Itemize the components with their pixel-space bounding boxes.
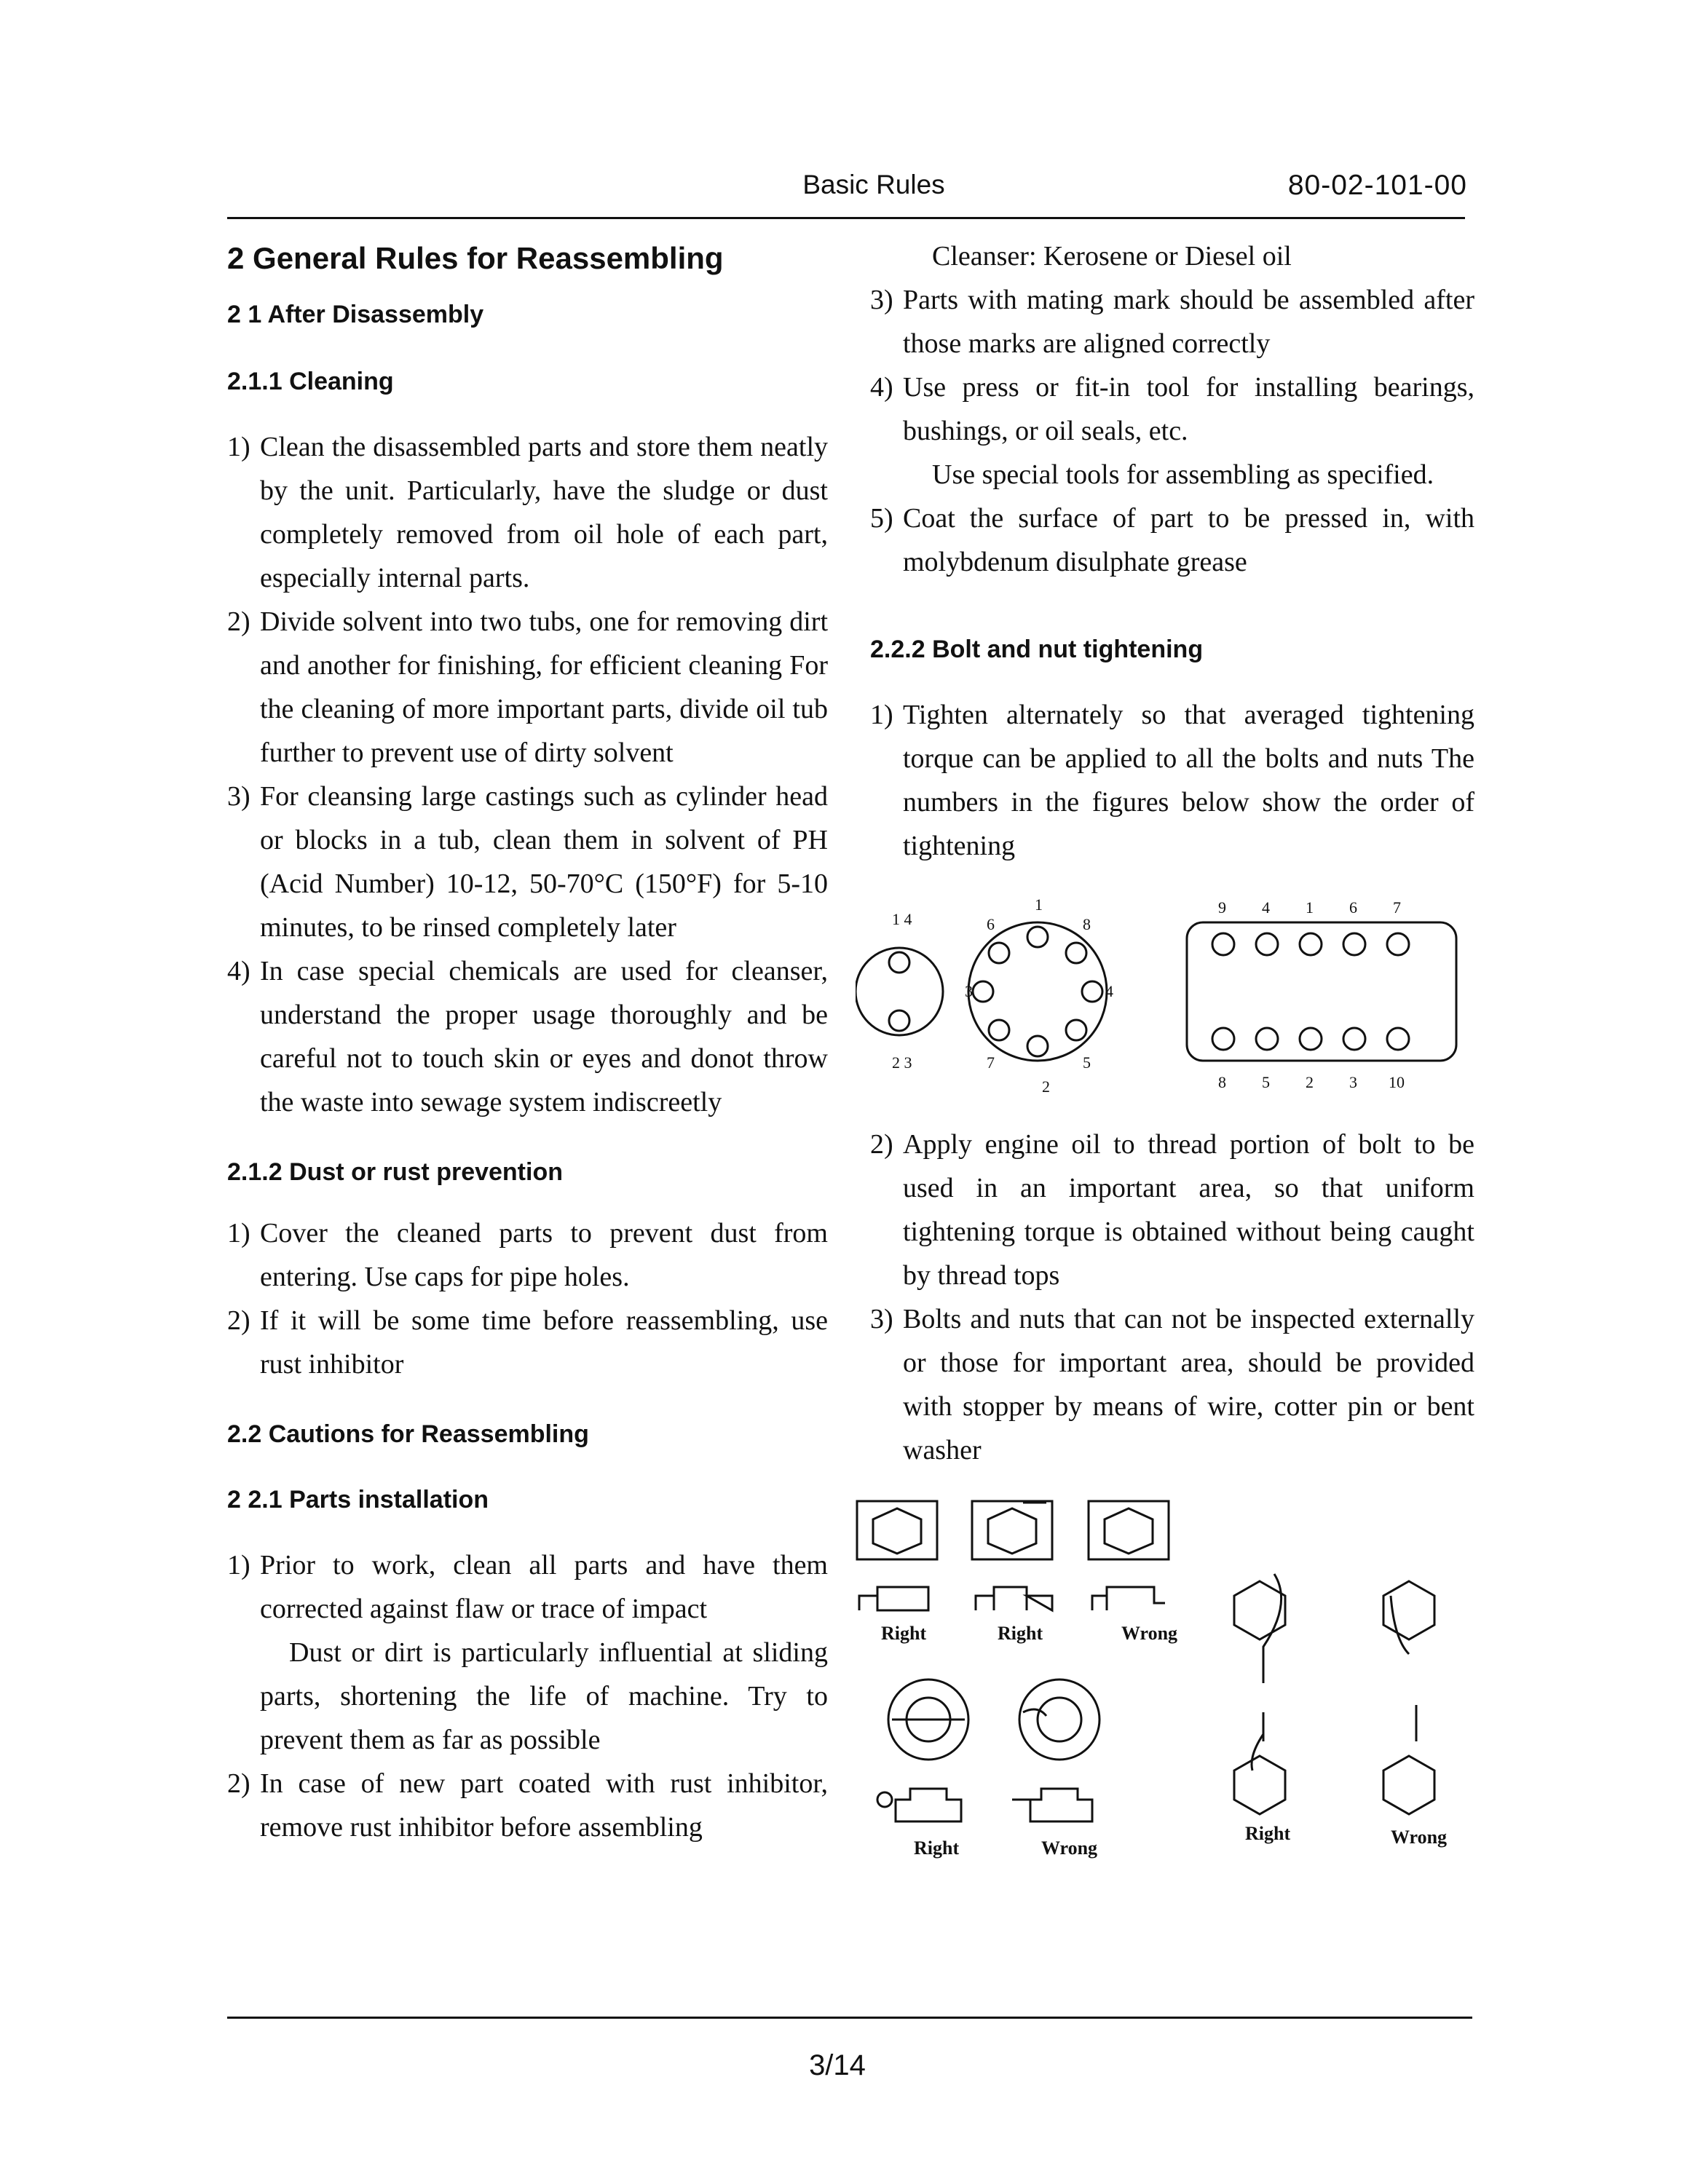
item-text: Cover the cleaned parts to prevent dust from entering. Use caps for pipe holes. [260, 1218, 828, 1292]
footer-rule [227, 2017, 1472, 2019]
bolt-hole [1256, 933, 1278, 955]
washer-top-view [857, 1501, 937, 1559]
order-label: 6 [1349, 898, 1357, 917]
cleaning-item [227, 949, 828, 1124]
bolt-hole [989, 943, 1009, 963]
heading-cautions: 2.2 Cautions for Reassembling [227, 1420, 589, 1448]
bolt-hole [1256, 1028, 1278, 1050]
heading-bolt-tightening: 2.2.2 Bolt and nut tightening [870, 636, 1204, 663]
tightening-order-figure [856, 897, 1460, 1115]
item-text: In case special chemicals are used for cleanser, understand the proper usage thoroughly and be careful not to touch skin or eyes and donot throw the waste into sewage system indiscreetly [260, 956, 828, 1117]
parts-item [870, 278, 1474, 365]
item-text: For cleansing large castings such as cylinder head or blocks in a tub, clean them in solvent of PH (Acid Number) 10-12, 50-70°C (150°F) for 5-10 minutes, to be rinsed completely later [260, 781, 828, 943]
item-text: Bolts and nuts that can not be inspected externally or those for important area, should be provided with stopper by means of wire, cotter pin or bent washer [903, 1304, 1474, 1465]
figure-label: Wrong [1041, 1837, 1098, 1859]
castle-nut-side [1030, 1789, 1092, 1821]
parts-item [870, 496, 1474, 584]
bolt-hole [1300, 933, 1322, 955]
parts-item [227, 1762, 828, 1849]
order-label: 4 [1105, 982, 1113, 1000]
nut-hexagon [1105, 1508, 1153, 1554]
order-label: 8 [1083, 915, 1091, 933]
bolt-hole [1212, 933, 1234, 955]
bolt-hole [1300, 1028, 1322, 1050]
order-label: 1 4 [892, 910, 912, 928]
item-text: Clean the disassembled parts and store them neatly by the unit. Particularly, have the sludge or dust completely removed from oil hole of each part, especially internal parts. [260, 432, 828, 593]
item-number: 3) [227, 781, 250, 812]
order-label: 8 [1218, 1073, 1226, 1091]
item-number: 2) [227, 1305, 250, 1336]
dust-item [227, 1211, 828, 1299]
bolt-head-hexagon [1383, 1756, 1434, 1814]
item-number: 3) [870, 285, 893, 315]
castle-nut [1019, 1679, 1099, 1760]
figure-label: Wrong [1121, 1623, 1178, 1644]
bolt-hole [1082, 981, 1102, 1002]
order-label: 2 [1042, 1077, 1050, 1096]
order-label: 4 [1262, 898, 1270, 917]
item-text: Use press or fit-in tool for installing bearings, bushings, or oil seals, etc. [903, 372, 1474, 446]
item-text: Prior to work, clean all parts and have them corrected against flaw or trace of impact [260, 1550, 828, 1624]
order-label: 1 [1306, 898, 1314, 917]
page-number: 3/14 [809, 2049, 866, 2081]
cotter-loop [877, 1792, 892, 1807]
heading-dust-prevention: 2.1.2 Dust or rust prevention [227, 1158, 563, 1186]
bolt-hole [889, 1010, 909, 1031]
figure-label: Wrong [1391, 1827, 1448, 1848]
item-extra-text: Dust or dirt is particularly influential at sliding parts, shortening the life of machine. Try to prevent them as far as possible [260, 1637, 828, 1755]
order-label: 9 [1218, 898, 1226, 917]
figure-label: Right [998, 1623, 1043, 1644]
item-number: 4) [227, 956, 250, 986]
cotter-pin [1023, 1709, 1046, 1716]
order-label: 3 [965, 982, 973, 1000]
header-rule [227, 217, 1465, 219]
bolt-hole [1343, 1028, 1365, 1050]
order-label: 7 [1393, 898, 1401, 917]
nut-hexagon [873, 1508, 921, 1554]
cleaning-item [227, 425, 828, 600]
bolt-item [870, 1297, 1474, 1472]
order-label: 6 [987, 915, 995, 933]
washer-top-view [972, 1501, 1052, 1559]
order-label: 3 [1349, 1073, 1357, 1091]
order-label: 5 [1083, 1053, 1091, 1072]
castle-nut-inner [1038, 1698, 1081, 1741]
washer-side-view [859, 1587, 928, 1610]
section-title: 2 General Rules for Reassembling [227, 241, 724, 275]
bolt-hole [1066, 943, 1086, 963]
bolt-hole [1343, 933, 1365, 955]
item-number: 2) [227, 606, 250, 637]
heading-cleaning: 2.1.1 Cleaning [227, 368, 394, 395]
cleaning-item [227, 600, 828, 775]
item-number: 2) [227, 1768, 250, 1799]
bolt-item [870, 693, 1474, 868]
small-flange [856, 948, 943, 1035]
cleaning-item [227, 775, 828, 949]
order-label: 10 [1389, 1073, 1405, 1091]
item-text: If it will be some time before reassembling, use rust inhibitor [260, 1305, 828, 1380]
item-number: 4) [870, 372, 893, 403]
heading-parts-installation: 2 2.1 Parts installation [227, 1486, 489, 1514]
bolt-hole [889, 952, 909, 973]
bolt-hole [1387, 1028, 1409, 1050]
item-number: 3) [870, 1304, 893, 1334]
washer-side-view [1092, 1587, 1165, 1610]
figure-label: Right [881, 1623, 927, 1644]
item-text: Apply engine oil to thread portion of bolt to be used in an important area, so that uniform tightening torque is obtained without being caught by thread tops [903, 1129, 1474, 1291]
order-label: 2 3 [892, 1053, 912, 1072]
nut-hexagon [988, 1508, 1036, 1554]
bolt-hole [1066, 1020, 1086, 1040]
lock-wire [1263, 1574, 1282, 1741]
bolt-hole [1027, 927, 1048, 947]
item-number: 1) [227, 1550, 250, 1580]
order-label: 5 [1262, 1073, 1270, 1091]
left-column [227, 234, 828, 1849]
item-text: Coat the surface of part to be pressed in, with molybdenum disulphate grease [903, 503, 1474, 577]
locking-devices-figure [856, 1494, 1460, 1902]
parts-item [870, 365, 1474, 496]
right-column [870, 234, 1474, 1902]
bolt-head-hexagon [1383, 1581, 1434, 1639]
figure-label: Right [914, 1837, 960, 1859]
document-number: 80-02-101-00 [1287, 170, 1467, 201]
item-number: 1) [870, 700, 893, 730]
item-text: Tighten alternately so that averaged tightening torque can be applied to all the bolts and nuts The numbers in the figures below show the order of tightening [903, 700, 1474, 861]
cleanser-line: Cleanser: Kerosene or Diesel oil [932, 241, 1292, 272]
item-text: Divide solvent into two tubs, one for removing dirt and another for finishing, for efficient cleaning For the cleaning of more important parts, divide oil tub further to prevent use of dirty solvent [260, 606, 828, 768]
order-label: 7 [987, 1053, 995, 1072]
bolt-hole [989, 1020, 1009, 1040]
washer-top-view [1089, 1501, 1169, 1559]
lock-wire [1391, 1596, 1416, 1741]
subsection-after-disassembly: 2 1 After Disassembly [227, 301, 484, 328]
castle-nut-side [896, 1789, 961, 1821]
round-flange [968, 922, 1107, 1061]
bolt-hole [1387, 933, 1409, 955]
item-text: Parts with mating mark should be assembled after those marks are aligned correctly [903, 285, 1474, 359]
parts-item [227, 1543, 828, 1762]
order-label: 1 [1035, 897, 1043, 914]
figure-label: Right [1245, 1823, 1291, 1844]
header-title: Basic Rules [802, 170, 945, 199]
dust-item [227, 1299, 828, 1386]
item-text: In case of new part coated with rust inhibitor, remove rust inhibitor before assembling [260, 1768, 828, 1843]
item-extra-text: Use special tools for assembling as specified. [932, 459, 1434, 490]
washer-side-view [976, 1587, 1052, 1610]
bolt-hole [1027, 1036, 1048, 1056]
bolt-head-hexagon [1234, 1756, 1285, 1814]
item-number: 1) [227, 432, 250, 462]
item-number: 1) [227, 1218, 250, 1249]
item-number: 5) [870, 503, 893, 534]
bolt-hole [973, 981, 993, 1002]
bolt-head-hexagon [1234, 1581, 1285, 1639]
item-number: 2) [870, 1129, 893, 1160]
lock-wire [1252, 1734, 1263, 1770]
order-label: 2 [1306, 1073, 1314, 1091]
bolt-hole [1212, 1028, 1234, 1050]
bolt-item [870, 1123, 1474, 1297]
